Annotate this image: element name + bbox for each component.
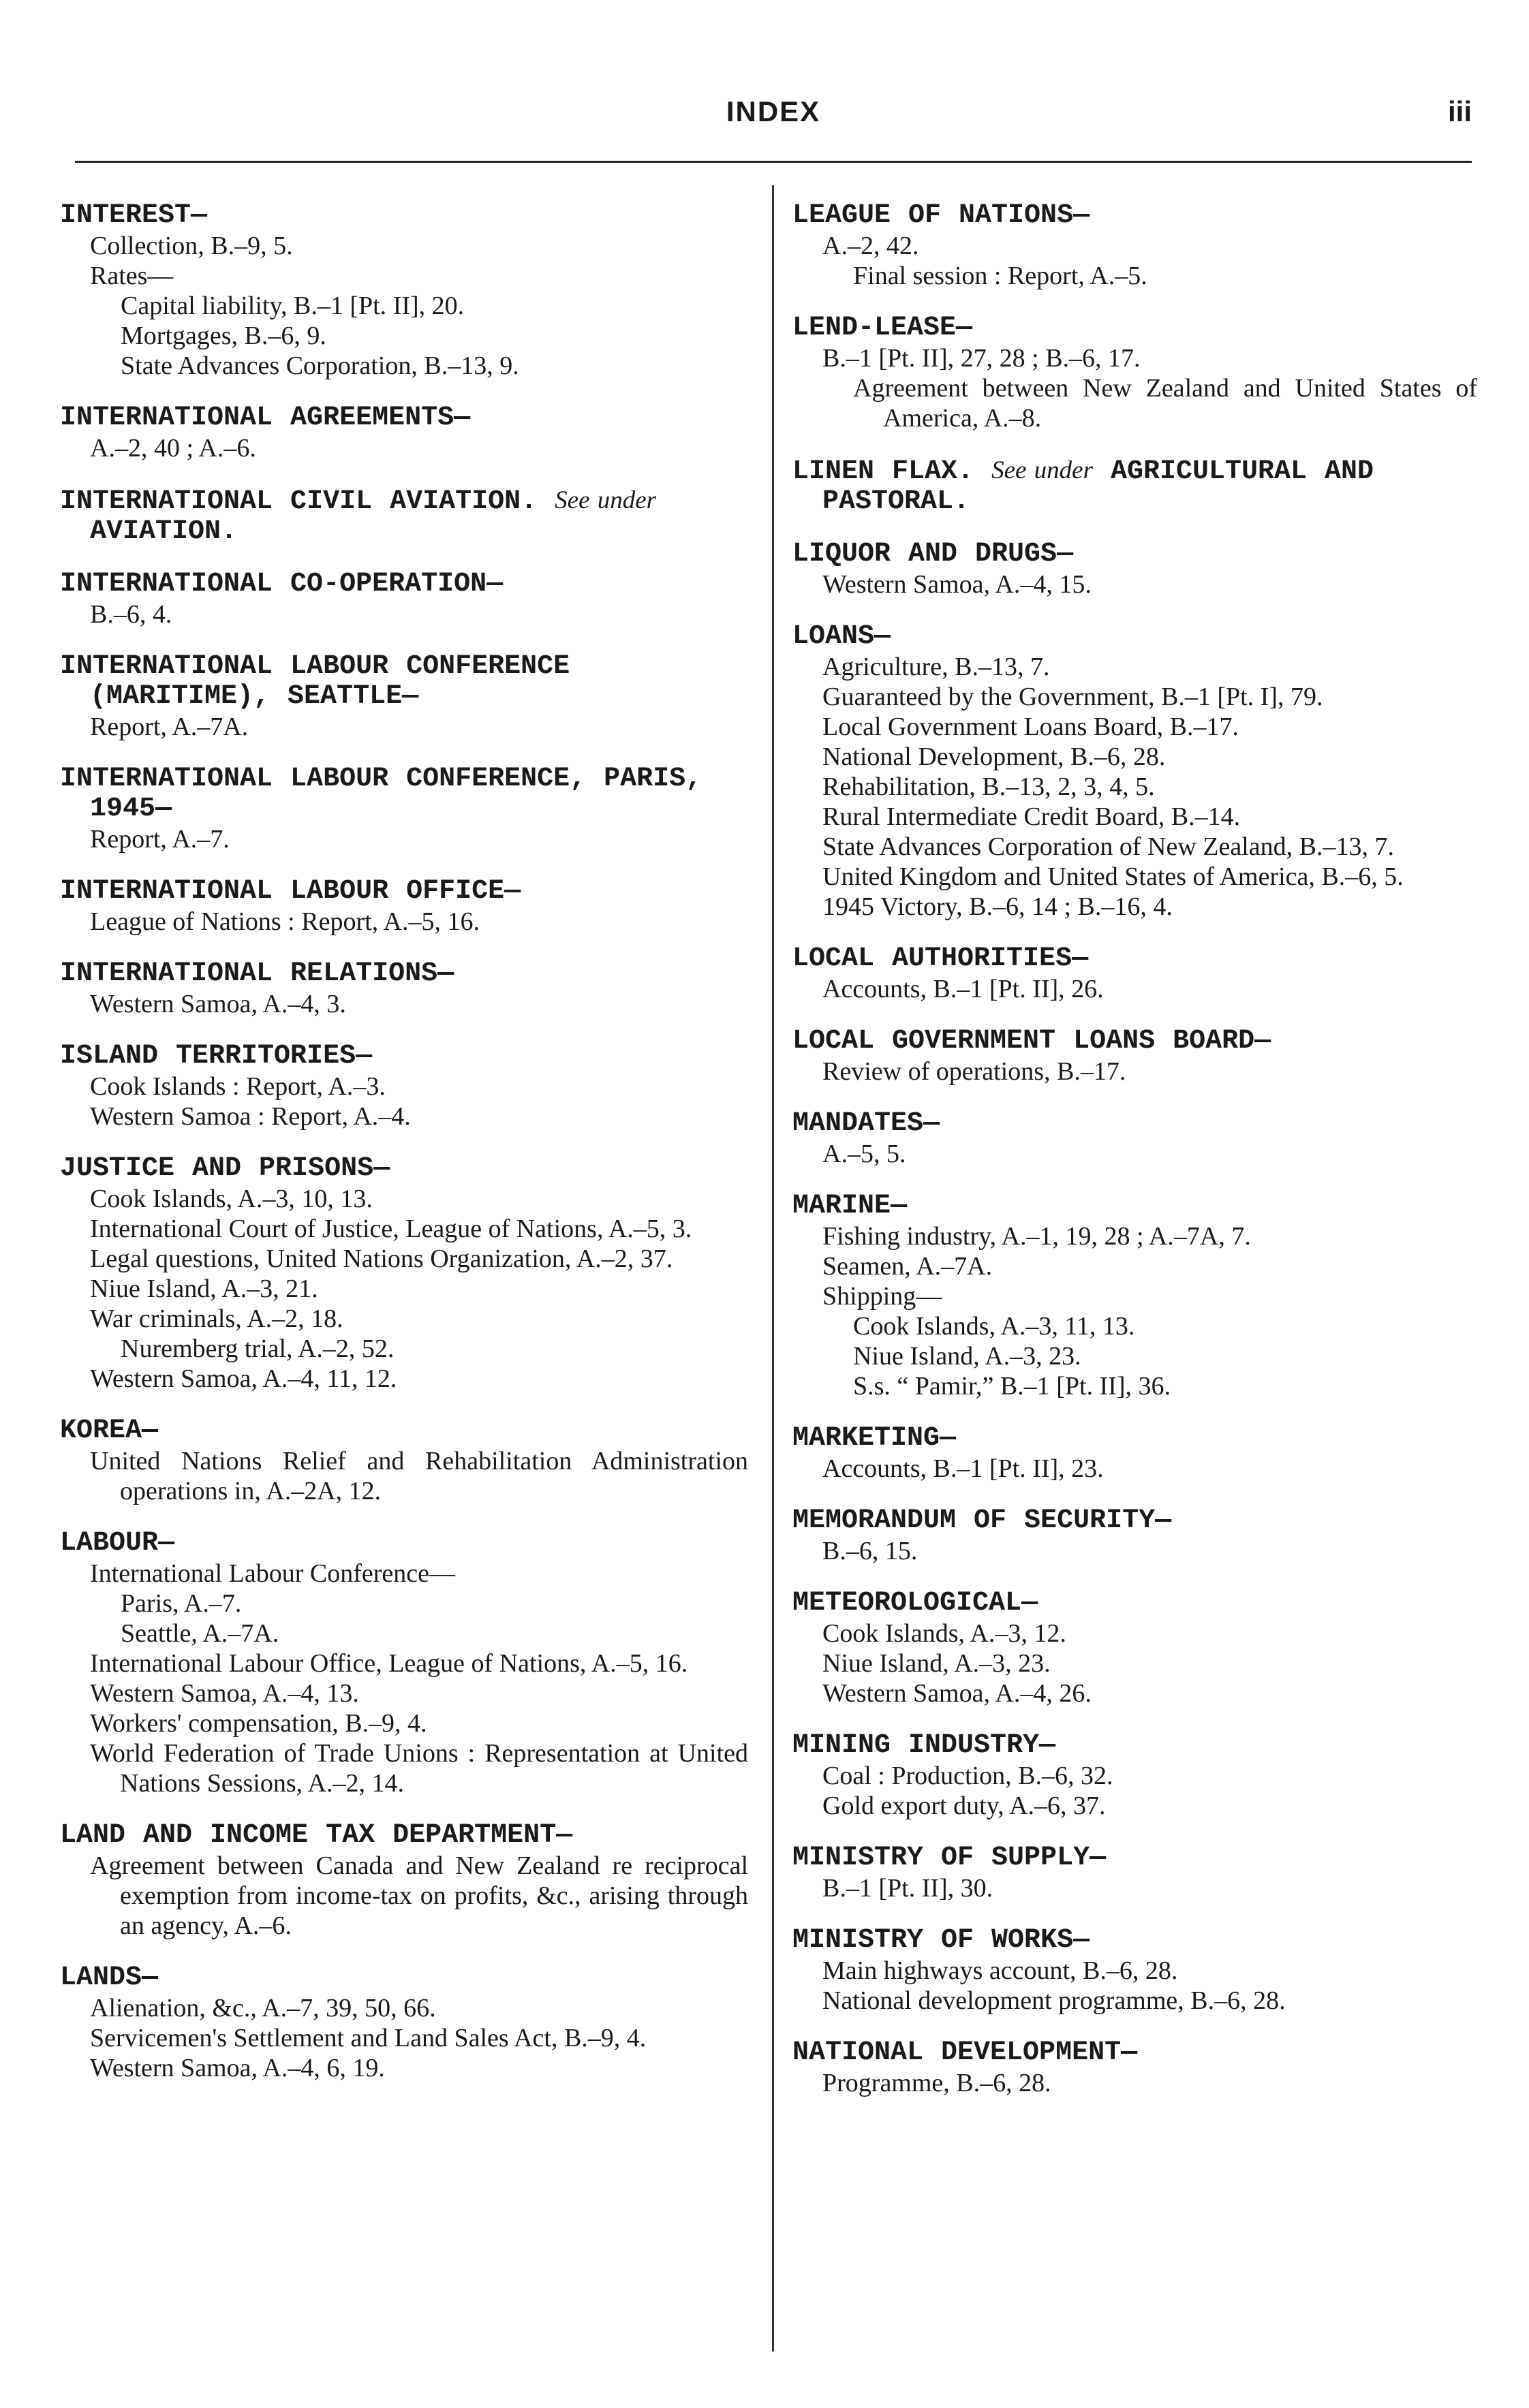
index-heading-text: LINEN FLAX.: [792, 456, 974, 487]
index-heading: [60, 201, 748, 231]
index-subentry: A.–5, 5.: [822, 1140, 906, 1168]
index-subentry: Western Samoa, A.–4, 3.: [90, 990, 346, 1018]
index-entry: [792, 1027, 1477, 1086]
index-heading-text: LANDS—: [60, 1963, 159, 1993]
index-subentry: 1945 Victory, B.–6, 14 ; B.–16, 4.: [822, 892, 1173, 921]
cross-reference-target: AGRICULTURAL AND PASTORAL.: [822, 456, 1374, 517]
index-entry: [792, 1191, 1477, 1401]
index-subentry: State Advances Corporation, B.–13, 9.: [121, 351, 519, 380]
index-entry: [60, 1042, 748, 1131]
index-subentry: National development programme, B.–6, 28.: [822, 1986, 1286, 2015]
index-subentry: Review of operations, B.–17.: [822, 1057, 1126, 1086]
index-subentry: Western Samoa, A.–4, 26.: [822, 1679, 1092, 1708]
index-subentry: World Federation of Trade Unions : Representation at United Nations Sessions, A.–2, 14.: [90, 1739, 748, 1798]
index-entry: [60, 877, 748, 937]
index-heading-text: METEOROLOGICAL—: [792, 1588, 1038, 1619]
index-subentry: Rehabilitation, B.–13, 2, 3, 4, 5.: [822, 772, 1155, 801]
index-subentry: Nuremberg trial, A.–2, 52.: [121, 1334, 395, 1363]
index-subentry: Mortgages, B.–6, 9.: [121, 322, 326, 350]
index-heading: [60, 569, 748, 599]
page-header: [75, 89, 1472, 153]
index-subentry: Servicemen's Settlement and Land Sales Act, B.–9, 4.: [90, 2024, 647, 2052]
index-heading: [792, 1843, 1477, 1873]
index-subentry: Niue Island, A.–3, 23.: [853, 1342, 1081, 1371]
index-heading: [60, 403, 748, 433]
index-heading-text: LOCAL GOVERNMENT LOANS BOARD—: [792, 1026, 1271, 1057]
index-heading-text: MEMORANDUM OF SECURITY—: [792, 1505, 1172, 1536]
index-subentry: International Labour Conference—: [90, 1559, 455, 1588]
index-entry: [792, 1109, 1477, 1169]
index-subentry: Western Samoa, A.–4, 11, 12.: [90, 1364, 397, 1393]
index-subentry: Workers' compensation, B.–9, 4.: [90, 1709, 427, 1738]
index-subentry: A.–2, 40 ; A.–6.: [90, 434, 256, 463]
index-subentry: International Labour Office, League of Nations, A.–5, 16.: [90, 1649, 688, 1678]
cross-reference: See under: [991, 456, 1093, 484]
page-title: INDEX: [726, 95, 821, 127]
index-heading-text: LAND AND INCOME TAX DEPARTMENT—: [60, 1820, 573, 1851]
index-subentry: Report, A.–7.: [90, 825, 230, 854]
index-subentry: B.–1 [Pt. II], 30.: [822, 1874, 993, 1903]
index-heading-text: NATIONAL DEVELOPMENT—: [792, 2037, 1138, 2068]
index-subentry: Cook Islands, A.–3, 11, 13.: [853, 1312, 1135, 1341]
index-subentry: Seamen, A.–7A.: [822, 1252, 993, 1281]
index-heading-text: MINISTRY OF SUPPLY—: [792, 1843, 1107, 1873]
index-subentry: Capital liability, B.–1 [Pt. II], 20.: [121, 292, 465, 320]
index-entry: [792, 456, 1477, 517]
index-heading-text: INTERNATIONAL LABOUR CONFERENCE (MARITIME), SEATTLE—: [60, 651, 570, 712]
index-entry: [60, 764, 748, 854]
index-subentry: S.s. “ Pamir,” B.–1 [Pt. II], 36.: [853, 1372, 1171, 1401]
index-subentry: Accounts, B.–1 [Pt. II], 26.: [822, 975, 1104, 1003]
index-entry: [60, 201, 748, 381]
index-entry: [60, 1529, 748, 1798]
index-entry: [792, 944, 1477, 1004]
index-subentry: Gold export duty, A.–6, 37.: [822, 1792, 1106, 1820]
index-heading: [792, 944, 1477, 974]
index-subentry: Cook Islands : Report, A.–3.: [90, 1072, 386, 1101]
index-subentry: Western Samoa, A.–4, 13.: [90, 1679, 359, 1708]
index-subentry: Accounts, B.–1 [Pt. II], 23.: [822, 1454, 1104, 1483]
index-subentry: Alienation, &c., A.–7, 39, 50, 66.: [90, 1994, 436, 2022]
index-subentry: Agriculture, B.–13, 7.: [822, 653, 1050, 681]
index-subentry: State Advances Corporation of New Zealand, B.–13, 7.: [822, 832, 1394, 861]
index-heading: [60, 1963, 748, 1993]
index-subentry: Niue Island, A.–3, 21.: [90, 1275, 318, 1303]
index-entry: [60, 1963, 748, 2083]
index-heading: [792, 456, 1477, 517]
index-heading-text: INTERNATIONAL AGREEMENTS—: [60, 403, 471, 433]
index-subentry: Coal : Production, B.–6, 32.: [822, 1762, 1113, 1790]
index-subentry: Rural Intermediate Credit Board, B.–14.: [822, 802, 1241, 831]
index-subentry: Western Samoa, A.–4, 6, 19.: [90, 2054, 385, 2082]
index-entry: [60, 652, 748, 742]
index-subentry: War criminals, A.–2, 18.: [90, 1304, 343, 1333]
cross-reference-target: AVIATION.: [90, 516, 238, 547]
index-subentry: Seattle, A.–7A.: [121, 1619, 279, 1648]
index-heading-text: INTERNATIONAL LABOUR OFFICE—: [60, 876, 521, 907]
index-subentry: Agreement between New Zealand and United States of America, A.–8.: [853, 374, 1477, 433]
index-heading: [792, 1506, 1477, 1536]
index-entry: [792, 201, 1477, 291]
index-subentry: B.–6, 15.: [822, 1537, 918, 1565]
index-subentry: Fishing industry, A.–1, 19, 28 ; A.–7A, 7.: [822, 1222, 1251, 1251]
index-heading-text: KOREA—: [60, 1416, 159, 1446]
header-rule: [75, 161, 1472, 163]
index-subentry: Agreement between Canada and New Zealand re reciprocal exemption from income-tax on profits, &c., arising through an agency, A.–6.: [90, 1851, 748, 1940]
index-heading: [792, 622, 1477, 652]
index-heading: [792, 1589, 1477, 1619]
index-subentry: Cook Islands, A.–3, 10, 13.: [90, 1185, 373, 1213]
index-subentry: Niue Island, A.–3, 23.: [822, 1649, 1051, 1678]
index-entry: [60, 486, 748, 547]
index-heading-text: MINISTRY OF WORKS—: [792, 1925, 1090, 1956]
index-heading: [60, 652, 748, 712]
index-heading: [792, 1424, 1477, 1454]
index-heading: [60, 1042, 748, 1072]
index-heading: [60, 1821, 748, 1851]
index-entry: [792, 540, 1477, 599]
index-entry: [60, 1416, 748, 1506]
index-heading: [60, 486, 748, 547]
index-heading-text: MARKETING—: [792, 1423, 957, 1454]
index-heading: [60, 1154, 748, 1184]
index-heading-text: MARINE—: [792, 1191, 908, 1221]
index-entry: [792, 1731, 1477, 1821]
index-heading-text: JUSTICE AND PRISONS—: [60, 1153, 390, 1184]
index-entry: [792, 1424, 1477, 1484]
index-heading: [792, 2038, 1477, 2068]
index-subentry: Local Government Loans Board, B.–17.: [822, 713, 1239, 741]
index-entry: [60, 959, 748, 1019]
index-heading-text: INTEREST—: [60, 200, 208, 231]
index-entry: [60, 403, 748, 463]
index-heading: [60, 959, 748, 989]
index-heading: [60, 877, 748, 907]
index-subentry: Shipping—: [822, 1282, 942, 1311]
index-subentry: Legal questions, United Nations Organization, A.–2, 37.: [90, 1245, 673, 1273]
index-heading: [792, 201, 1477, 231]
index-subentry: B.–6, 4.: [90, 600, 172, 629]
index-subentry: League of Nations : Report, A.–5, 16.: [90, 907, 480, 936]
index-heading-text: INTERNATIONAL LABOUR CONFERENCE, PARIS, 1945—: [60, 764, 702, 824]
index-subentry: National Development, B.–6, 28.: [822, 742, 1166, 771]
index-subentry: Main highways account, B.–6, 28.: [822, 1956, 1178, 1985]
index-subentry: Collection, B.–9, 5.: [90, 232, 293, 260]
index-column-right: [792, 201, 1477, 2121]
index-entry: [792, 1843, 1477, 1903]
index-subentry: B.–1 [Pt. II], 27, 28 ; B.–6, 17.: [822, 344, 1141, 373]
index-heading-text: INTERNATIONAL RELATIONS—: [60, 958, 454, 989]
index-heading: [792, 1027, 1477, 1057]
column-divider: [772, 185, 774, 2351]
index-heading: [60, 1416, 748, 1446]
index-heading: [792, 1191, 1477, 1221]
index-heading-text: LEND-LEASE—: [792, 313, 973, 343]
index-heading-text: MANDATES—: [792, 1108, 940, 1139]
index-subentry: International Court of Justice, League of Nations, A.–5, 3.: [90, 1215, 692, 1243]
index-entry: [792, 1506, 1477, 1566]
index-heading: [792, 1926, 1477, 1956]
index-subentry: Guaranteed by the Government, B.–1 [Pt. I], 79.: [822, 683, 1323, 711]
index-heading-text: LOCAL AUTHORITIES—: [792, 943, 1089, 974]
cross-reference: See under: [555, 486, 657, 514]
index-heading-text: INTERNATIONAL CIVIL AVIATION.: [60, 486, 538, 517]
index-subentry: Programme, B.–6, 28.: [822, 2069, 1051, 2097]
index-subentry: Western Samoa, A.–4, 15.: [822, 570, 1092, 599]
index-heading-text: ISLAND TERRITORIES—: [60, 1041, 373, 1072]
index-entry: [60, 1154, 748, 1394]
index-heading: [60, 764, 748, 824]
index-heading-text: INTERNATIONAL CO-OPERATION—: [60, 569, 504, 599]
index-entry: [792, 2038, 1477, 2098]
index-entry: [60, 569, 748, 629]
index-heading: [792, 540, 1477, 569]
index-entry: [60, 1821, 748, 1941]
index-heading-text: LOANS—: [792, 621, 891, 652]
index-heading-text: MINING INDUSTRY—: [792, 1730, 1056, 1761]
index-heading-text: LEAGUE OF NATIONS—: [792, 200, 1090, 231]
index-entry: [792, 1589, 1477, 1708]
index-heading: [792, 1109, 1477, 1139]
index-subentry: Final session : Report, A.–5.: [853, 262, 1147, 290]
index-column-left: [60, 201, 748, 2106]
index-heading: [792, 1731, 1477, 1761]
index-entry: [792, 622, 1477, 922]
index-entry: [792, 1926, 1477, 2016]
index-subentry: United Kingdom and United States of America, B.–6, 5.: [822, 862, 1404, 891]
index-subentry: Rates—: [90, 262, 174, 290]
index-subentry: Cook Islands, A.–3, 12.: [822, 1619, 1066, 1648]
index-heading-text: LIQUOR AND DRUGS—: [792, 539, 1074, 569]
index-subentry: A.–2, 42.: [822, 232, 919, 260]
index-heading: [792, 313, 1477, 343]
index-heading-text: LABOUR—: [60, 1528, 175, 1559]
page-number: iii: [1447, 95, 1472, 127]
index-subentry: United Nations Relief and Rehabilitation Administration operations in, A.–2A, 12.: [90, 1447, 748, 1505]
index-subentry: Western Samoa : Report, A.–4.: [90, 1102, 411, 1131]
index-entry: [792, 313, 1477, 433]
index-subentry: Report, A.–7A.: [90, 713, 249, 741]
index-subentry: Paris, A.–7.: [121, 1589, 242, 1618]
index-heading: [60, 1529, 748, 1559]
